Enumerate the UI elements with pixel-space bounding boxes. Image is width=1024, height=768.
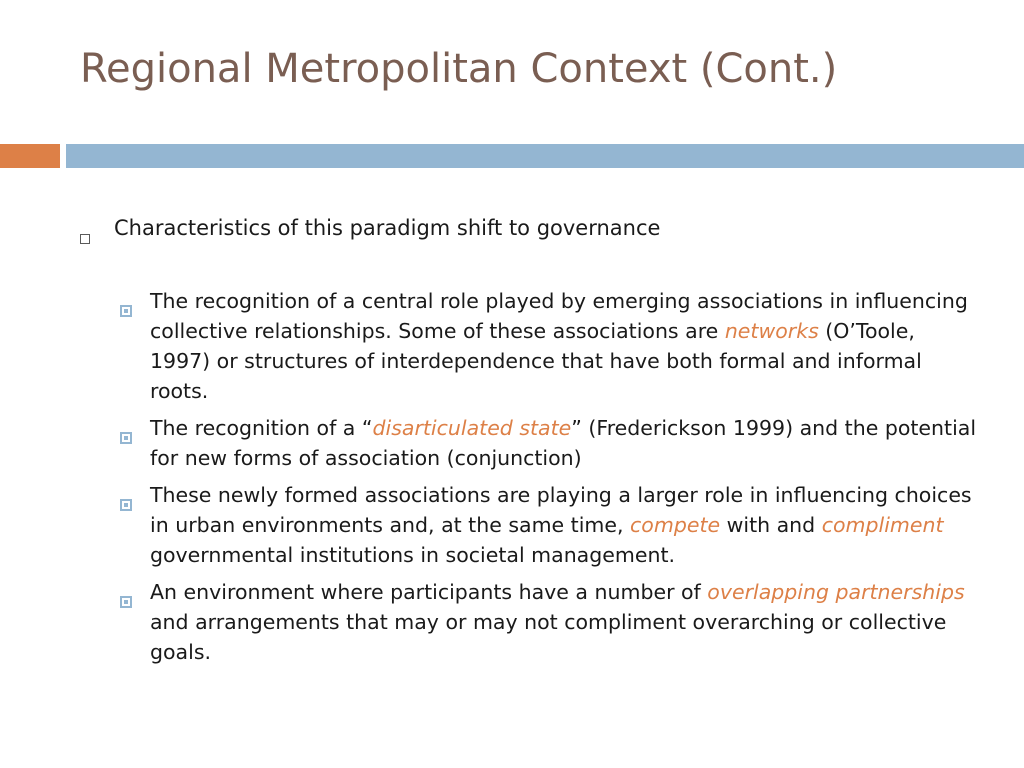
text-run: and arrangements that may or may not compliment overarching or collective goals. [150,610,947,665]
hollow-square-icon [80,214,114,252]
text-run: An environment where participants have a number of [150,580,708,605]
slide-content [80,214,980,674]
sub-bullet-item [120,480,980,570]
accent-bar-orange [0,144,60,168]
sub-bullet-text [150,413,980,473]
boxed-square-icon [120,413,150,452]
text-run: These newly formed associations are playing a larger role in influencing choices in urban environments and, at the same time, [150,483,972,538]
emphasis-term: compete [630,513,721,538]
text-run: ” (Frederickson 1999) and the potential for new forms of association (conjunction) [150,416,977,471]
emphasis-term: overlapping partnerships [707,580,965,605]
sub-bullet-list [120,286,980,667]
emphasis-term: networks [724,319,819,344]
sub-bullet-item [120,286,980,406]
sub-bullet-item [120,577,980,667]
text-run: The recognition of a “ [150,416,373,441]
level1-text: Characteristics of this paradigm shift to governance [114,216,661,240]
sub-bullet-text [150,286,980,406]
boxed-square-icon [120,480,150,519]
text-run: governmental institutions in societal management. [150,543,676,568]
boxed-square-icon [120,577,150,616]
sub-bullet-text [150,577,980,667]
sub-bullet-item [120,413,980,473]
text-run: (O’Toole, 1997) or structures of interdependence that have both formal and informal roots. [150,319,922,404]
level1-item [80,214,980,252]
emphasis-term: compliment [821,513,944,538]
boxed-square-icon [120,286,150,325]
text-run: The recognition of a central role played by emerging associations in influencing collective relationships. Some of these associations are [150,289,968,344]
accent-bar-blue [66,144,1024,168]
emphasis-term: disarticulated state [372,416,572,441]
text-run: with and [720,513,822,538]
sub-bullet-text [150,480,980,570]
slide-title: Regional Metropolitan Context (Cont.) [80,46,838,92]
